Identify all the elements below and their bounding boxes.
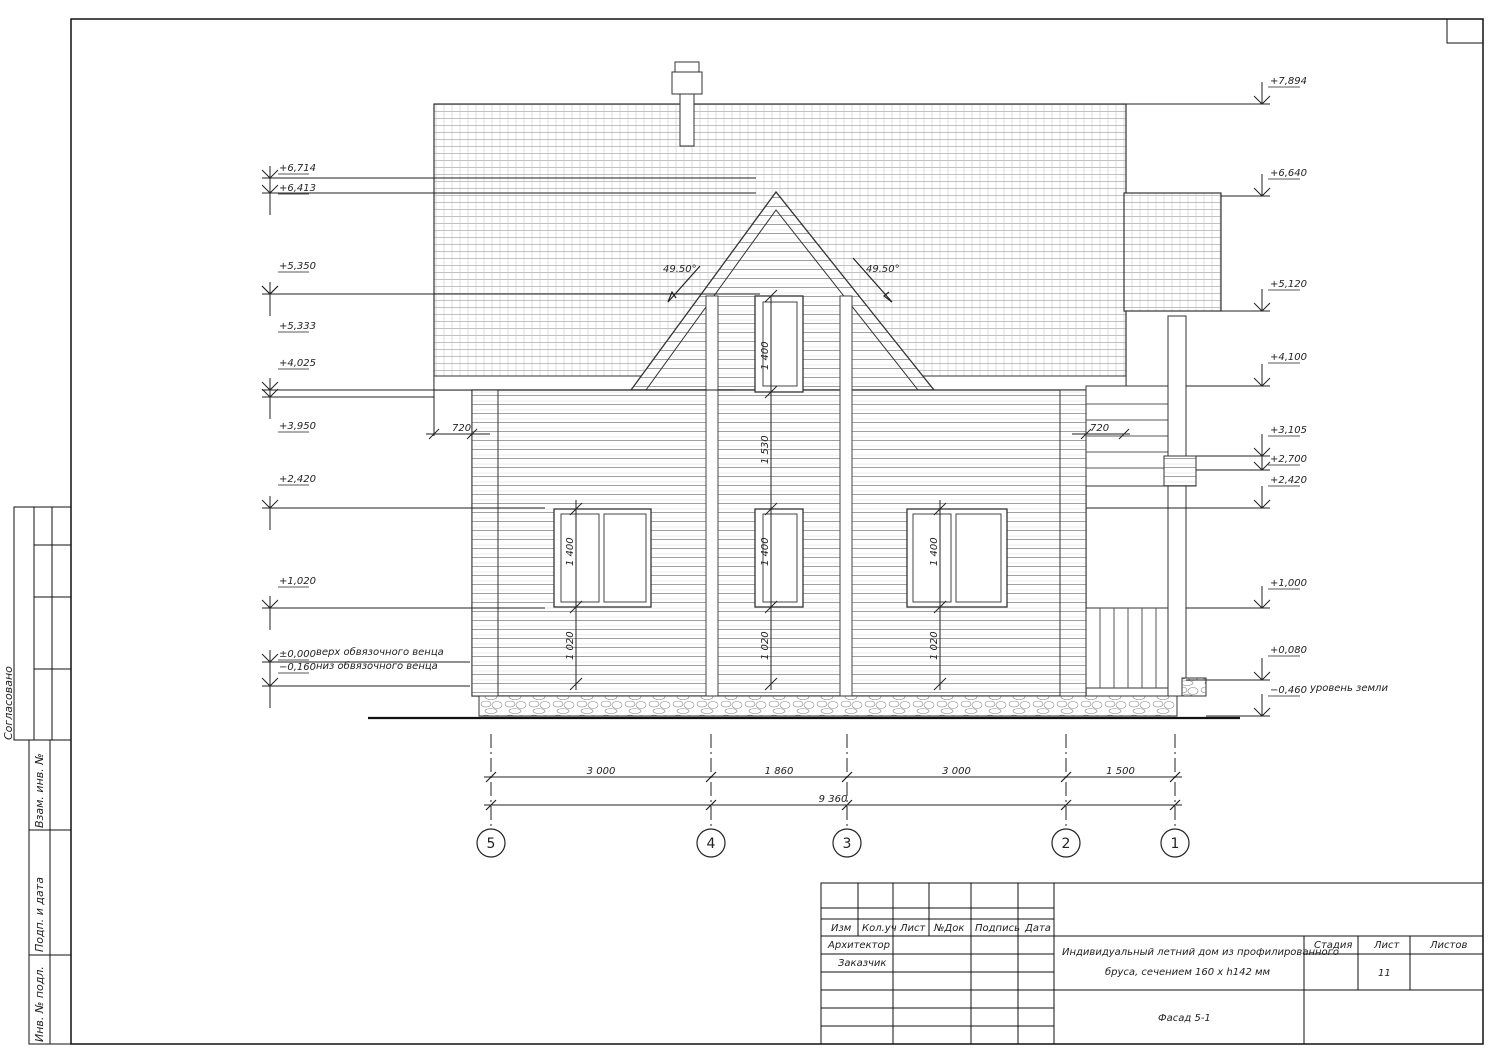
elevation-marker <box>1186 352 1307 386</box>
sheet-number: 11 <box>1378 968 1391 979</box>
replace-inv-label: Взам. инв. № <box>33 753 46 828</box>
project-line-1: Индивидуальный летний дом из профилированного <box>1062 947 1340 958</box>
project-line-2: бруса, сечением 160 x h142 мм <box>1105 967 1271 978</box>
elevation-marker <box>1126 76 1307 104</box>
role-architect: Архитектор <box>828 940 890 951</box>
span-label: 3 000 <box>586 766 616 777</box>
note-top-band: верх обвязочного венца <box>316 647 444 658</box>
foundation <box>479 696 1177 716</box>
elevation-label: +2,420 <box>279 474 317 485</box>
axis-label: 5 <box>486 836 496 852</box>
elevation-label: +5,350 <box>279 261 317 272</box>
role-customer: Заказчик <box>838 958 887 969</box>
title-block <box>821 883 1483 1044</box>
dim-right-window: 1 400 <box>929 537 940 566</box>
span-label: 1 500 <box>1106 766 1135 777</box>
dim-left-sill: 1 020 <box>565 631 576 660</box>
elevation-label: +5,333 <box>279 321 317 332</box>
elevation-marker <box>1196 448 1307 470</box>
header-sign: Подпись <box>975 923 1020 934</box>
inv-original-label: Инв. № подл. <box>33 966 46 1042</box>
elevation-label: +0,080 <box>1270 645 1308 656</box>
elevation-label: +1,000 <box>1270 578 1308 589</box>
elevation-label: +2,700 <box>1270 454 1308 465</box>
elevation-label: ±0,000 <box>279 649 317 660</box>
elevation-label: +7,894 <box>1270 76 1308 87</box>
overhang-right: 720 <box>1090 423 1110 434</box>
dim-wall-height: 1 530 <box>760 435 771 464</box>
header-kol: Кол.уч <box>862 923 897 934</box>
axis-label: 4 <box>706 836 716 852</box>
sheets-label: Листов <box>1430 940 1468 951</box>
header-doc: №Док <box>934 923 965 934</box>
elevation-marker <box>262 385 434 432</box>
stage-label: Стадия <box>1314 940 1353 951</box>
elevation-marker <box>1186 645 1307 680</box>
sign-date-label: Подп. и дата <box>33 877 46 952</box>
side-stamp <box>2 507 71 1044</box>
dim-center-sill: 1 020 <box>760 631 771 660</box>
elevation-label: +3,105 <box>1270 425 1308 436</box>
elevation-marker <box>1196 425 1307 456</box>
axis-label: 3 <box>842 836 852 852</box>
sheet-title: Фасад 5-1 <box>1158 1013 1211 1024</box>
span-label: 1 860 <box>764 766 794 777</box>
note-bottom-band: низ обвязочного венца <box>316 661 438 672</box>
elevation-marker <box>1186 578 1307 608</box>
axis-label: 1 <box>1170 836 1180 852</box>
axis-label: 2 <box>1061 836 1071 852</box>
header-list: Лист <box>900 923 926 934</box>
span-label: 3 000 <box>942 766 971 777</box>
canopy-roof <box>1124 193 1221 311</box>
dim-attic-window: 1 400 <box>760 341 771 370</box>
header-izm: Изм <box>831 923 852 934</box>
elevation-label: +3,950 <box>279 421 317 432</box>
elevation-label: +6,413 <box>279 183 317 194</box>
elevation-marker <box>1206 685 1307 716</box>
elevation-label: +5,120 <box>1270 279 1308 290</box>
window-right <box>907 509 1007 607</box>
roof-angle-right: 49.50° <box>866 264 900 275</box>
elevation-label: +4,100 <box>1270 352 1308 363</box>
elevation-label: +1,020 <box>279 576 317 587</box>
sheet-label: Лист <box>1374 940 1400 951</box>
elevation-label: +4,025 <box>279 358 317 369</box>
corner-box <box>1447 19 1483 43</box>
elevation-label: +6,640 <box>1270 168 1308 179</box>
elevation-label: +2,420 <box>1270 475 1308 486</box>
note-ground: уровень земли <box>1310 683 1388 694</box>
dim-right-sill: 1 020 <box>929 631 940 660</box>
header-date: Дата <box>1025 923 1051 934</box>
dim-center-window: 1 400 <box>760 537 771 566</box>
overhang-left: 720 <box>452 423 472 434</box>
axis-dimensions <box>477 734 1189 857</box>
elevation-marker <box>1221 279 1307 311</box>
elevation-marker <box>1221 168 1307 196</box>
elevation-label: −0,160 <box>279 662 317 673</box>
elevation-label: −0,460 <box>1270 685 1308 696</box>
agreed-label: Согласовано <box>2 666 15 740</box>
elevation-label: +6,714 <box>279 163 317 174</box>
total-span-label: 9 360 <box>818 794 848 805</box>
dim-left-window: 1 400 <box>565 537 576 566</box>
roof-angle-left: 49.50° <box>663 264 697 275</box>
